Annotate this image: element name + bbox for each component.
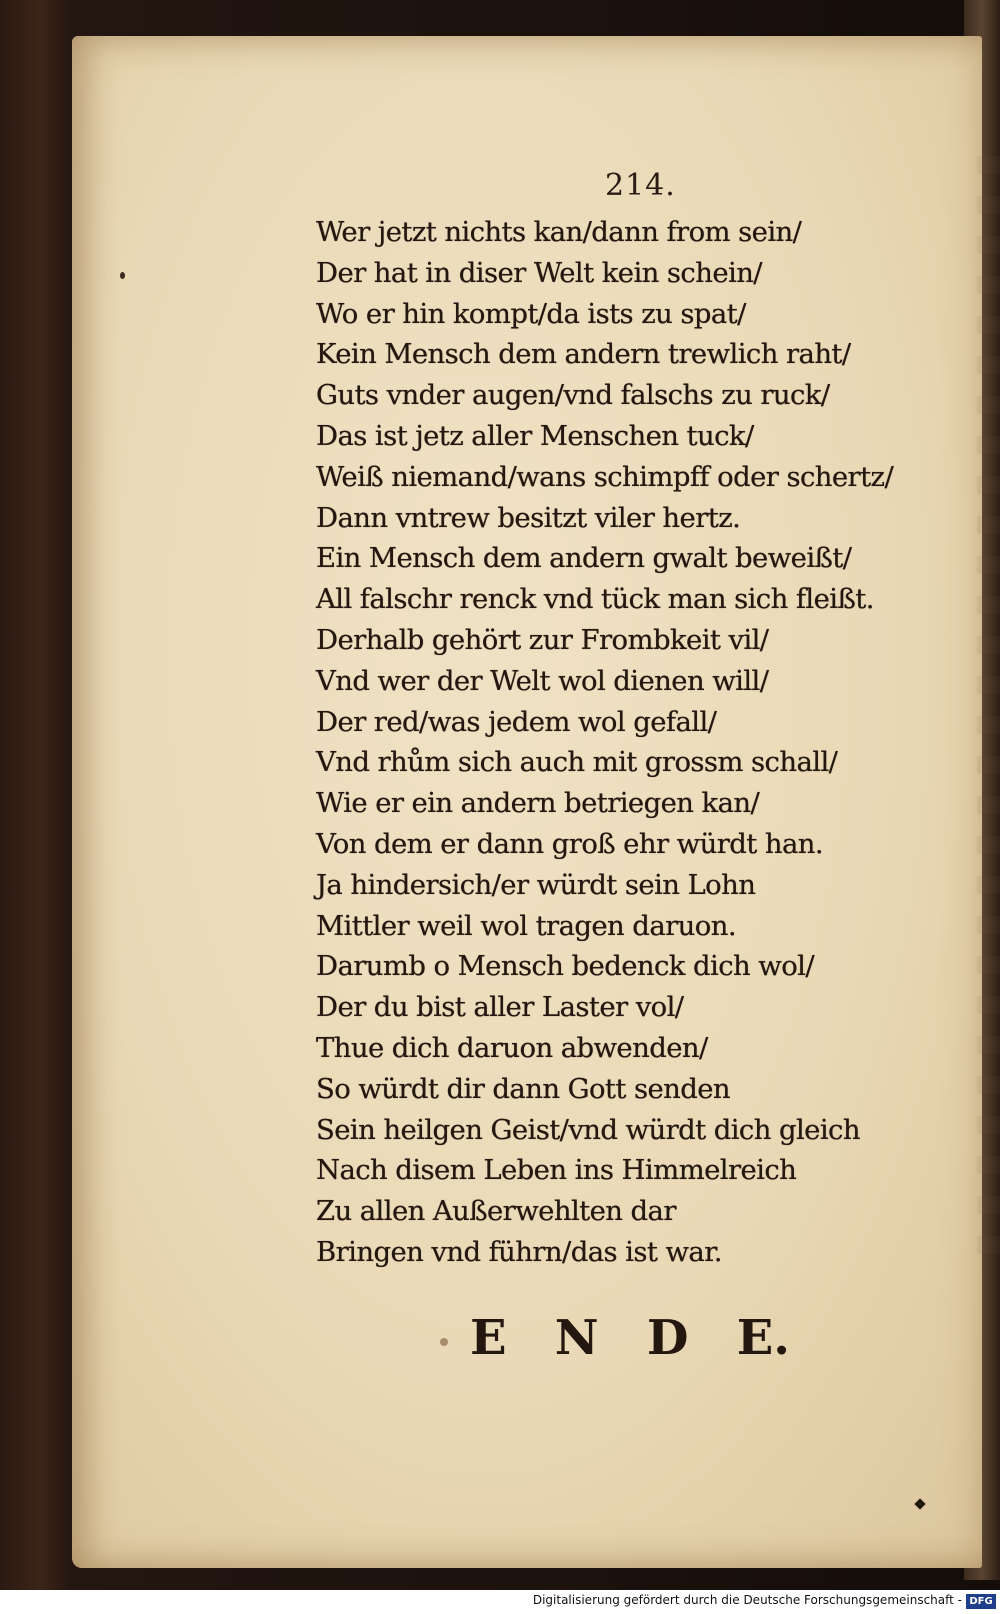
ende-letter: D [646, 1310, 689, 1366]
verse-line: Von dem er dann groß ehr würdt han. [316, 827, 824, 860]
ornament-dot [440, 1338, 448, 1346]
ende-colophon [470, 1310, 790, 1366]
verse-line: Dann vntrew besitzt viler hertz. [316, 501, 741, 534]
verse-line: Kein Mensch dem andern trewlich raht/ [316, 338, 851, 371]
page-number: 214. [605, 168, 676, 203]
verse-line: Bringen vnd führn/das ist war. [316, 1235, 722, 1268]
verse-line: Darumb o Mensch bedenck dich wol/ [316, 950, 815, 983]
dfg-logo: DFG [966, 1594, 996, 1609]
verse-line: Vnd wer der Welt wol dienen will/ [316, 664, 769, 697]
verse-line: Zu allen Außerwehlten dar [316, 1195, 676, 1228]
verse-line: Ein Mensch dem andern gwalt beweißt/ [316, 542, 852, 575]
verse-line: Vnd rhům sich auch mit grossm schall/ [316, 746, 838, 779]
verse-line: Derhalb gehört zur Frombkeit vil/ [316, 623, 769, 656]
ink-speck [120, 272, 125, 279]
verse-line: All falschr renck vnd tück man sich fleißt. [316, 583, 874, 616]
verse-line: Ja hindersich/er würdt sein Lohn [316, 868, 756, 901]
ende-letter: N [554, 1310, 599, 1366]
verse-line: Das ist jetz aller Menschen tuck/ [316, 419, 754, 452]
verse-line: Sein heilgen Geist/vnd würdt dich gleich [316, 1113, 860, 1146]
verse-line: Der red/was jedem wol gefall/ [316, 705, 717, 738]
verse-line: Thue dich daruon abwenden/ [316, 1031, 708, 1064]
verse-line: Weiß niemand/wans schimpff oder schertz/ [316, 460, 894, 493]
verse-line: Mittler weil wol tragen daruon. [316, 909, 736, 942]
ende-letter: E. [736, 1310, 790, 1366]
verse-line: Wer jetzt nichts kan/dann from sein/ [316, 216, 802, 248]
verse-line: So würdt dir dann Gott senden [316, 1072, 731, 1105]
show-through-text [977, 156, 1000, 1256]
funding-credit: Digitalisierung gefördert durch die Deutsche Forschungsgemeinschaft - [532, 1593, 962, 1607]
verse-line: Guts vnder augen/vnd falschs zu ruck/ [316, 379, 830, 412]
verse-text [316, 212, 916, 1273]
ende-letter: E [470, 1310, 507, 1366]
verse-line: Der hat in diser Welt kein schein/ [316, 256, 762, 289]
verse-line: Wo er hin kompt/da ists zu spat/ [316, 297, 746, 330]
verse-line: Der du bist aller Laster vol/ [316, 991, 684, 1024]
verse-line: Wie er ein andern betriegen kan/ [316, 787, 760, 820]
verse-line: Nach disem Leben ins Himmelreich [316, 1154, 797, 1187]
